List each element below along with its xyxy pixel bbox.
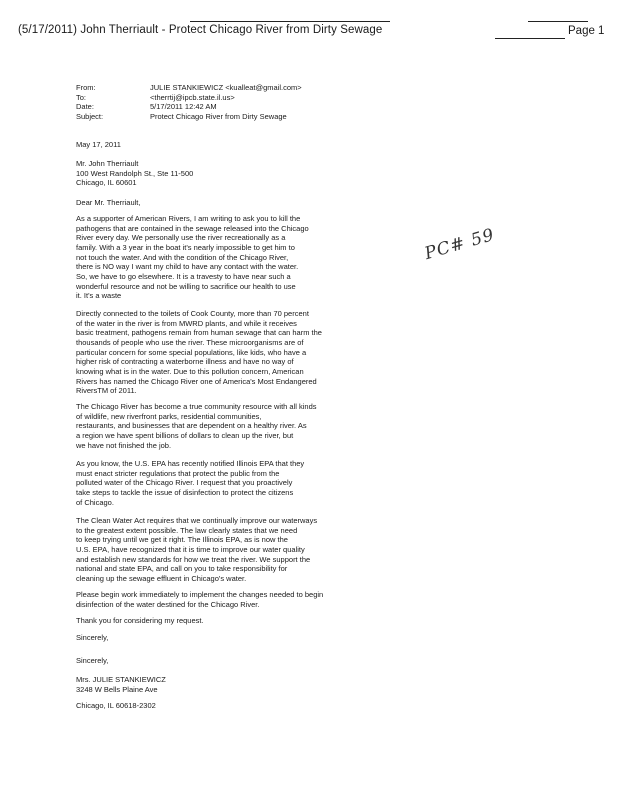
text-line: national and state EPA, and call on you to take responsibility for — [76, 564, 288, 574]
text-line: Thank you for considering my request. — [76, 616, 204, 625]
text-line: pathogens that are contained in the sewage released into the Chicago — [76, 223, 309, 233]
header-top-rule-right — [528, 21, 588, 22]
date-label: Date: — [76, 102, 94, 112]
city-line: Chicago, IL 60618-2302 — [76, 701, 156, 710]
recipient-line: 100 West Randolph St., Ste 11-500 — [76, 168, 194, 178]
letter-date: May 17, 2011 — [76, 140, 121, 149]
text-line: a region we have spent billions of dollars to clean up the river, but — [76, 430, 294, 440]
text-line: take steps to tackle the issue of disinfection to protect the citizens — [76, 487, 294, 497]
subject-row — [76, 112, 302, 122]
text-line: polluted water of the Chicago River. I request that you proactively — [76, 478, 293, 488]
paragraph-7 — [76, 616, 336, 626]
text-line: it. It's a waste — [76, 291, 122, 301]
text-line: knowing what is in the water. Due to this pollution concern, American — [76, 366, 304, 376]
header-title: (5/17/2011) John Therriault - Protect Chicago River from Dirty Sewage — [18, 24, 383, 36]
text-line: family. With a 3 year in the boat it's nearly impossible to get him to — [76, 242, 295, 252]
to-row — [76, 93, 302, 103]
text-line: there is NO way I want my child to have any contact with the water. — [76, 262, 299, 272]
from-row — [76, 83, 302, 93]
recipient-line: Chicago, IL 60601 — [76, 178, 137, 188]
handwritten-pc-number: PC# 59 — [422, 225, 497, 264]
text-line: not touch the water. And with the condition of the Chicago River, — [76, 252, 289, 262]
date-value: 5/17/2011 12:42 AM — [150, 102, 217, 112]
text-line: Directly connected to the toilets of Cook County, more than 70 percent — [76, 309, 309, 318]
text-line: and establish new standards for how we treat the river. We support the — [76, 554, 311, 564]
email-header-block — [76, 83, 302, 121]
recipient-address — [76, 159, 193, 188]
text-line: of wildlife, new riverfront parks, residential communities, — [76, 411, 262, 421]
paragraph-5 — [76, 516, 336, 584]
text-line: of Chicago. — [76, 497, 114, 507]
text-line: disinfection of the water destined for the Chicago River. — [76, 599, 260, 609]
from-value: JULIE STANKIEWICZ <kualleat@gmail.com> — [150, 83, 302, 92]
text-line: restaurants, and businesses that are dependent on a healthy river. As — [76, 421, 307, 431]
paragraph-3 — [76, 402, 336, 450]
from-label: From: — [76, 83, 96, 92]
signature-line: Mrs. JULIE STANKIEWICZ — [76, 675, 166, 684]
text-line: cleaning up the sewage effluent in Chicago's water. — [76, 573, 247, 583]
closing-1: Sincerely, — [76, 633, 109, 642]
to-value: <therrtij@ipcb.state.il.us> — [150, 92, 235, 102]
text-line: must enact stricter regulations that protect the public from the — [76, 468, 280, 478]
subject-label: Subject: — [76, 111, 104, 121]
text-line: Please begin work immediately to implement the changes needed to begin — [76, 590, 324, 599]
text-line: to the greatest extent possible. The law clearly states that we need — [76, 525, 298, 535]
header-top-rule — [190, 21, 390, 22]
closing-2: Sincerely, — [76, 656, 109, 665]
text-line: As a supporter of American Rivers, I am writing to ask you to kill the — [76, 214, 301, 223]
text-line: basic treatment, pathogens remain from human sewage that can harm the — [76, 328, 322, 338]
text-line: we have not finished the job. — [76, 440, 172, 450]
text-line: So, we have to go elsewhere. It is a travesty to have near such a — [76, 271, 291, 281]
text-line: RiversTM of 2011. — [76, 386, 137, 396]
text-line: thousands of people who use the river. These microorganisms are of — [76, 337, 304, 347]
text-line: higher risk of contracting a waterborne illness and have no way of — [76, 357, 294, 367]
signature-line: 3248 W Bells Plaine Ave — [76, 684, 158, 694]
signature-block — [76, 675, 166, 694]
text-line: U.S. EPA, have recognized that it is time to improve our water quality — [76, 544, 305, 554]
header-underline-right — [495, 38, 565, 39]
text-line: Rivers has named the Chicago River one of America's Most Endangered — [76, 376, 317, 386]
salutation: Dear Mr. Therriault, — [76, 198, 141, 207]
date-row — [76, 102, 302, 112]
text-line: to keep trying until we get it right. The Illinois EPA, as is now the — [76, 535, 288, 545]
text-line: of the water in the river is from MWRD plants, and while it receives — [76, 318, 297, 328]
text-line: particular concern for some special populations, like kids, who have a — [76, 347, 307, 357]
text-line: The Chicago River has become a true community resource with all kinds — [76, 402, 317, 411]
header-page-number: Page 1 — [568, 25, 605, 37]
paragraph-2 — [76, 309, 336, 396]
recipient-line: Mr. John Therriault — [76, 159, 139, 168]
to-label: To: — [76, 92, 87, 102]
text-line: The Clean Water Act requires that we continually improve our waterways — [76, 516, 318, 525]
paragraph-4 — [76, 459, 336, 507]
subject-value: Protect Chicago River from Dirty Sewage — [150, 111, 287, 121]
paragraph-6 — [76, 590, 336, 609]
paragraph-1 — [76, 214, 336, 301]
text-line: As you know, the U.S. EPA has recently notified Illinois EPA that they — [76, 459, 305, 468]
text-line: wonderful resource and not be willing to sacrifice our health to use — [76, 281, 296, 291]
text-line: River every day. We personally use the river recreationally as a — [76, 233, 286, 243]
